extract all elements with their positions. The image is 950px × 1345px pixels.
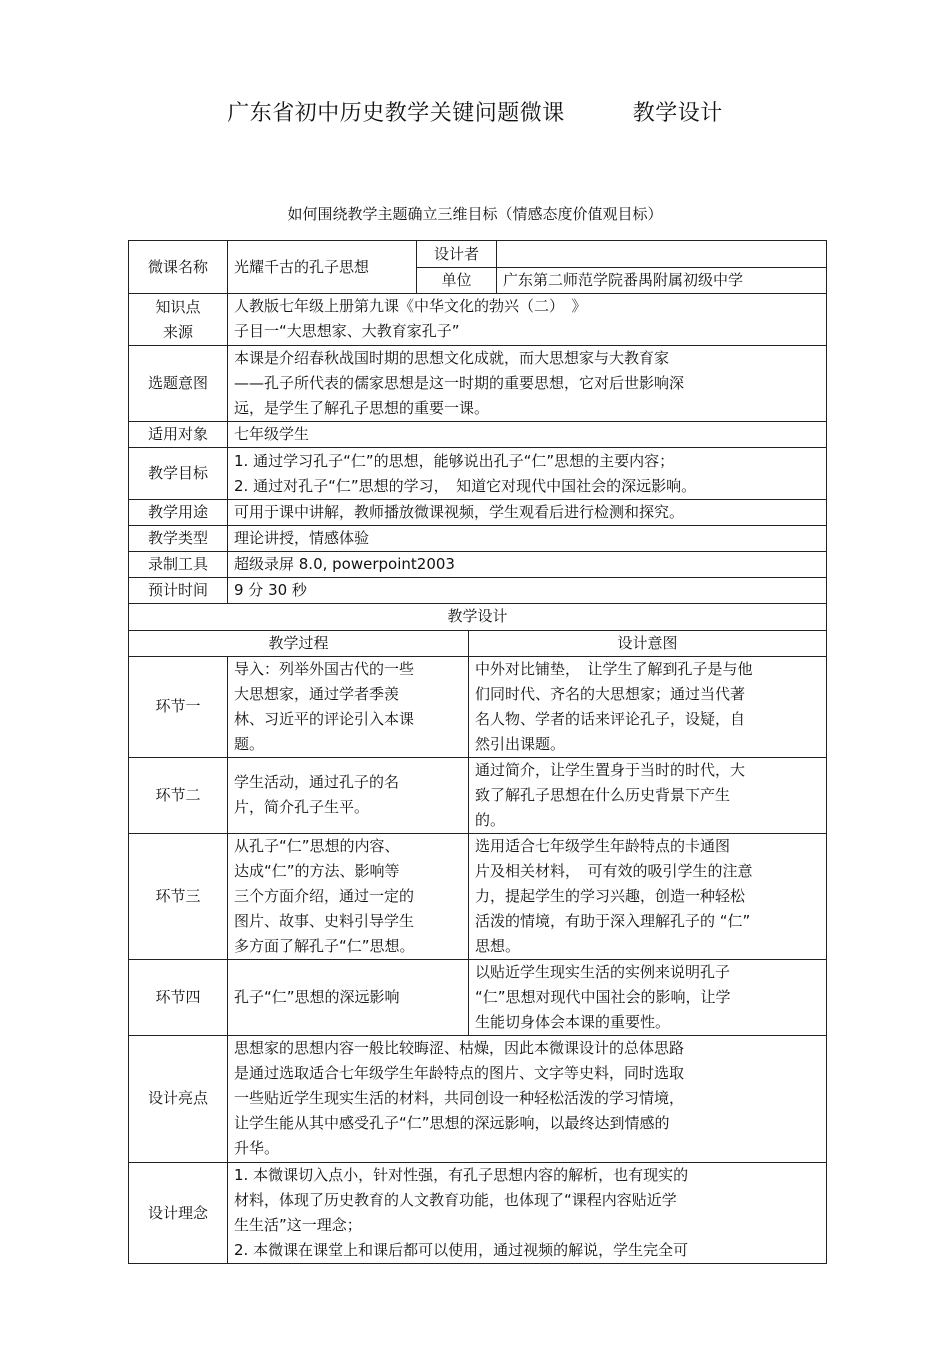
process-column-header: 教学过程 bbox=[129, 630, 469, 656]
highlight-label: 设计亮点 bbox=[129, 1036, 228, 1163]
designer-value bbox=[497, 241, 827, 268]
step-process: 导入：列举外国古代的一些 大思想家，通过学者季羡 林、习近平的评论引入本课 题。 bbox=[228, 656, 469, 757]
step-intent: 中外对比铺垫， 让学生了解到孔子是与他 们同时代、齐名的大思想家；通过当代著 名人物、学者的话来评论孔子，设疑，自 然引出课题。 bbox=[469, 656, 827, 757]
title-suffix: 教学设计 bbox=[632, 101, 723, 126]
summary-table bbox=[128, 1036, 827, 1265]
tools-label: 录制工具 bbox=[129, 552, 228, 578]
step-name: 环节一 bbox=[129, 656, 228, 757]
time-value: 9 分 30 秒 bbox=[228, 578, 827, 604]
highlight-value: 思想家的思想内容一般比较晦涩、枯燥，因此本微课设计的总体思路 是通过选取适合七年级学生年龄特点的图片、文字等史料，同时选取 一些贴近学生现实生活的材料，共同创设一种轻松活泼的学习情境， 让学生能从其中感受孔子“仁”思想的深远影响，以最终达到情感的 升华。 bbox=[228, 1036, 827, 1163]
design-heading: 教学设计 bbox=[129, 604, 827, 630]
step-row bbox=[129, 757, 827, 833]
step-name: 环节二 bbox=[129, 757, 228, 833]
step-row bbox=[129, 656, 827, 757]
design-form bbox=[128, 240, 826, 1264]
time-label: 预计时间 bbox=[129, 578, 228, 604]
type-label: 教学类型 bbox=[129, 526, 228, 552]
goals-label: 教学目标 bbox=[129, 448, 228, 500]
usage-value: 可用于课中讲解，教师播放微课视频，学生观看后进行检测和探究。 bbox=[228, 500, 827, 526]
document-title bbox=[0, 96, 950, 127]
step-row bbox=[129, 959, 827, 1035]
unit-value: 广东第二师范学院番禺附属初级中学 bbox=[497, 268, 827, 294]
step-intent: 选用适合七年级学生年龄特点的卡通图 片及相关材料， 可有效的吸引学生的注意 力，提起学生的学习兴趣，创造一种轻松 活泼的情境，有助于深入理解孔子的 “仁” 思想。 bbox=[469, 833, 827, 959]
step-intent: 通过简介，让学生置身于当时的时代，大 致了解孔子思想在什么历史背景下产生 的。 bbox=[469, 757, 827, 833]
step-row bbox=[129, 833, 827, 959]
topic-value: 本课是介绍春秋战国时期的思想文化成就，而大思想家与大教育家 ——孔子所代表的儒家思想是这一时期的重要思想，它对后世影响深 远，是学生了解孔子思想的重要一课。 bbox=[228, 346, 827, 422]
tools-value: 超级录屏 8.0, powerpoint2003 bbox=[228, 552, 827, 578]
course-name-value: 光耀千古的孔子思想 bbox=[228, 241, 417, 294]
designer-label: 设计者 bbox=[417, 241, 497, 268]
source-value: 人教版七年级上册第九课《中华文化的勃兴（二） 》 子目一“大思想家、大教育家孔子” bbox=[228, 294, 827, 346]
step-process: 孔子“仁”思想的深远影响 bbox=[228, 959, 469, 1035]
unit-label: 单位 bbox=[417, 268, 497, 294]
source-label: 知识点 来源 bbox=[129, 294, 228, 346]
document-subtitle: 如何围绕教学主题确立三维目标（情感态度价值观目标） bbox=[287, 205, 663, 223]
concept-value: 1. 本微课切入点小，针对性强，有孔子思想内容的解析，也有现实的 材料，体现了历史教育的人文教育功能，也体现了“课程内容贴近学 生生活”这一理念； 2. 本微课在课堂上和课后都可以使用，通过视频的解说，学生完全可 bbox=[228, 1163, 827, 1264]
audience-label: 适用对象 bbox=[129, 422, 228, 448]
step-process: 从孔子“仁”思想的内容、 达成“仁”的方法、影响等 三个方面介绍，通过一定的 图片、故事、史料引导学生 多方面了解孔子“仁”思想。 bbox=[228, 833, 469, 959]
usage-label: 教学用途 bbox=[129, 500, 228, 526]
type-value: 理论讲授，情感体验 bbox=[228, 526, 827, 552]
step-name: 环节四 bbox=[129, 959, 228, 1035]
topic-label: 选题意图 bbox=[129, 346, 228, 422]
intent-column-header: 设计意图 bbox=[469, 630, 827, 656]
step-intent: 以贴近学生现实生活的实例来说明孔子 “仁”思想对现代中国社会的影响，让学 生能切身体会本课的重要性。 bbox=[469, 959, 827, 1035]
design-table bbox=[128, 604, 827, 1036]
step-name: 环节三 bbox=[129, 833, 228, 959]
info-table bbox=[128, 240, 827, 604]
concept-label: 设计理念 bbox=[129, 1163, 228, 1264]
course-name-label: 微课名称 bbox=[129, 241, 228, 294]
title-main: 广东省初中历史教学关键问题微课 bbox=[227, 101, 565, 126]
step-process: 学生活动，通过孔子的名 片，简介孔子生平。 bbox=[228, 757, 469, 833]
audience-value: 七年级学生 bbox=[228, 422, 827, 448]
goals-value: 1. 通过学习孔子“仁”的思想，能够说出孔子“仁”思想的主要内容； 2. 通过对孔子“仁”思想的学习， 知道它对现代中国社会的深远影响。 bbox=[228, 448, 827, 500]
